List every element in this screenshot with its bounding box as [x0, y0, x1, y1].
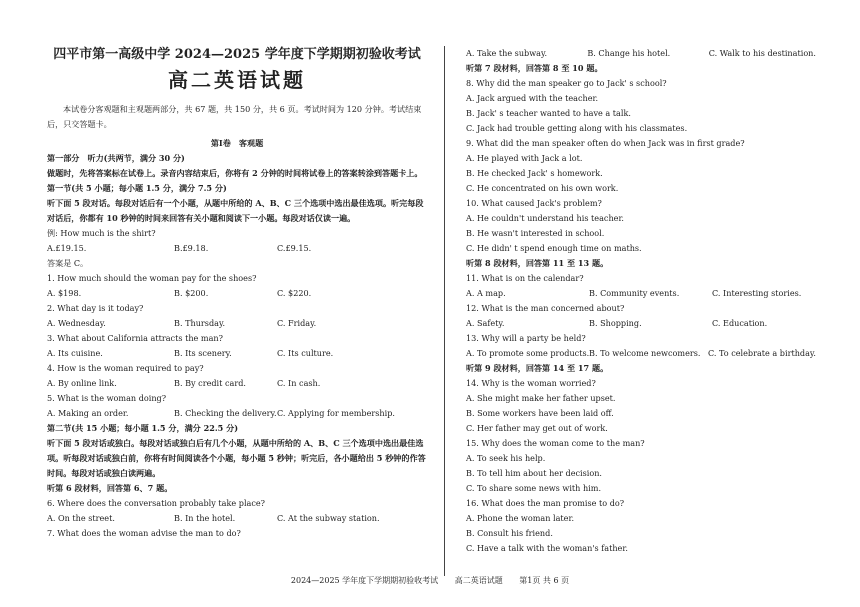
left-column — [47, 0, 427, 541]
answer-option: A. Its cuisine. — [47, 348, 103, 358]
answer-options — [466, 46, 816, 61]
question-line: B. Some workers have been laid off. — [466, 408, 614, 418]
volume-heading: 第Ⅰ卷 客观题 — [210, 138, 264, 148]
question-line: B. Consult his friend. — [466, 528, 553, 538]
answer-option: C. $220. — [277, 288, 312, 298]
question-line: 14. Why is the woman worried? — [466, 378, 596, 388]
answer-option: B. Shopping. — [589, 318, 642, 328]
question-line: 7. What does the woman advise the man to do? — [47, 528, 241, 538]
question-line: 12. What is the man concerned about? — [466, 303, 625, 313]
answer-option: B.£9.18. — [174, 243, 209, 253]
question-line: 16. What does the man promise to do? — [466, 498, 625, 508]
footer-page-number: 第1页 共 6 页 — [519, 576, 570, 585]
question-line: A. He played with Jack a lot. — [466, 153, 583, 163]
question-line: 2. What day is it today? — [47, 303, 144, 313]
right-column — [466, 0, 816, 556]
question-line: 6. Where does the conversation probably take place? — [47, 498, 266, 508]
answer-option: C. In cash. — [277, 378, 321, 388]
answer-option: A.£19.15. — [47, 243, 87, 253]
answer-option: C. Friday. — [277, 318, 317, 328]
question-line: A. Phone the woman later. — [466, 513, 575, 523]
column-divider — [444, 46, 445, 576]
answer-option: A. Wednesday. — [47, 318, 106, 328]
answer-option: A. To promote some products. — [466, 348, 590, 358]
question-line: A. To seek his help. — [466, 453, 546, 463]
question-line: 3. What about California attracts the man? — [47, 333, 223, 343]
answer-options — [47, 241, 427, 256]
answer-options — [47, 316, 427, 331]
section-heading: 做题时，先将答案标在试卷上。录音内容结束后，你将有 2 分钟的时间将试卷上的答案转涂到答题卡上。 — [47, 168, 423, 178]
question-line: 1. How much should the woman pay for the shoes? — [47, 273, 257, 283]
answer-option: C.£9.15. — [277, 243, 312, 253]
answer-option: B. $200. — [174, 288, 209, 298]
question-line: C. Jack had trouble getting along with his classmates. — [466, 123, 688, 133]
left-question-list — [47, 151, 427, 541]
right-question-list — [466, 46, 816, 556]
question-line: 13. Why will a party be held? — [466, 333, 586, 343]
answer-options — [466, 286, 816, 301]
question-line: C. Her father may get out of work. — [466, 423, 608, 433]
answer-options — [47, 406, 427, 421]
question-line: B. He wasn't interested in school. — [466, 228, 605, 238]
question-line: 10. What caused Jack's problem? — [466, 198, 602, 208]
question-line: 答案是 C。 — [47, 258, 89, 268]
section-heading: 听第 7 段材料，回答第 8 至 10 题。 — [466, 63, 603, 73]
section-heading: 听下面 5 段对话或独白。每段对话或独白后有几个小题，从题中所给的 A、B、C 三个选项中选出最佳选项。听每段对话或独白前，你将有时间阅读各个小题，每小题 5 秒钟；听完后，各小题给出 5 秒钟的作答时间。每段对话或独白读两遍。 — [47, 438, 426, 478]
page-title: 高二英语试题 — [168, 68, 306, 92]
answer-option: B. By credit card. — [174, 378, 246, 388]
answer-option: C. To celebrate a birthday. — [707, 348, 816, 358]
answer-options — [47, 346, 427, 361]
answer-options — [47, 511, 427, 526]
answer-options — [466, 346, 816, 361]
answer-option: C. Applying for membership. — [277, 408, 395, 418]
answer-options — [466, 316, 816, 331]
page-footer — [0, 575, 860, 586]
answer-option: A. Take the subway. — [466, 48, 548, 58]
answer-option: C. Interesting stories. — [712, 288, 802, 298]
answer-options — [47, 376, 427, 391]
answer-option: C. At the subway station. — [277, 513, 380, 523]
section-heading: 第一部分 听力(共两节，满分 30 分) — [47, 153, 185, 163]
answer-option: B. Checking the delivery. — [174, 408, 277, 418]
answer-option: A. Safety. — [466, 318, 505, 328]
question-line: 15. Why does the woman come to the man? — [466, 438, 645, 448]
question-line: C. He concentrated on his own work. — [466, 183, 619, 193]
question-line: A. He couldn't understand his teacher. — [466, 213, 625, 223]
answer-option: B. Change his hotel. — [587, 48, 671, 58]
answer-option: A. A map. — [466, 288, 506, 298]
answer-option: C. Walk to his destination. — [708, 48, 816, 58]
question-line: B. He checked Jack' s homework. — [466, 168, 603, 178]
answer-option: B. In the hotel. — [174, 513, 236, 523]
section-heading: 听下面 5 段对话。每段对话后有一个小题，从题中所给的 A、B、C 三个选项中选出最佳选项。听完每段对话后，你都有 10 秒钟的时间来回答有关小题和阅读下一小题。每段对话仅读一遍。 — [47, 198, 424, 223]
question-line: C. Have a talk with the woman's father. — [466, 543, 628, 553]
footer-exam-name: 2024—2025 学年度下学期期初验收考试 — [290, 576, 439, 585]
question-line: B. Jack' s teacher wanted to have a talk. — [466, 108, 631, 118]
answer-option: C. Education. — [712, 318, 768, 328]
question-line: A. She might make her father upset. — [466, 393, 616, 403]
question-line: 9. What did the man speaker often do when Jack was in first grade? — [466, 138, 745, 148]
section-heading: 第二节(共 15 小题；每小题 1.5 分，满分 22.5 分) — [47, 423, 239, 433]
question-line: C. He didn' t spend enough time on maths. — [466, 243, 642, 253]
question-line: 4. How is the woman required to pay? — [47, 363, 204, 373]
question-line: 8. Why did the man speaker go to Jack' s school? — [466, 78, 667, 88]
answer-option: A. On the street. — [47, 513, 115, 523]
question-line: 例: How much is the shirt? — [47, 228, 156, 238]
section-heading: 听第 8 段材料，回答第 11 至 13 题。 — [466, 258, 609, 268]
answer-options — [47, 286, 427, 301]
question-line: 11. What is on the calendar? — [466, 273, 584, 283]
section-heading: 第一节(共 5 小题；每小题 1.5 分，满分 7.5 分) — [47, 183, 227, 193]
footer-subject: 高二英语试题 — [454, 576, 503, 585]
answer-option: B. Thursday. — [174, 318, 226, 328]
question-line: B. To tell him about her decision. — [466, 468, 603, 478]
answer-option: A. Making an order. — [47, 408, 129, 418]
answer-option: B. Community events. — [589, 288, 680, 298]
question-line: 5. What is the woman doing? — [47, 393, 167, 403]
section-heading: 听第 9 段材料，回答第 14 至 17 题。 — [466, 363, 609, 373]
answer-option: C. Its culture. — [277, 348, 334, 358]
question-line: A. Jack argued with the teacher. — [466, 93, 599, 103]
exam-instructions: 本试卷分客观题和主观题两部分，共 67 题，共 150 分，共 6 页。考试时间为 120 分钟。考试结束后，只交答题卡。 — [47, 104, 422, 129]
answer-option: B. To welcome newcomers. — [589, 348, 701, 358]
question-line: C. To share some news with him. — [466, 483, 602, 493]
school-heading: 四平市第一高级中学 2024—2025 学年度下学期期初验收考试 — [53, 47, 421, 62]
section-heading: 听第 6 段材料，回答第 6、7 题。 — [47, 483, 173, 493]
answer-option: B. Its scenery. — [174, 348, 232, 358]
answer-option: A. $198. — [47, 288, 82, 298]
answer-option: A. By online link. — [47, 378, 117, 388]
